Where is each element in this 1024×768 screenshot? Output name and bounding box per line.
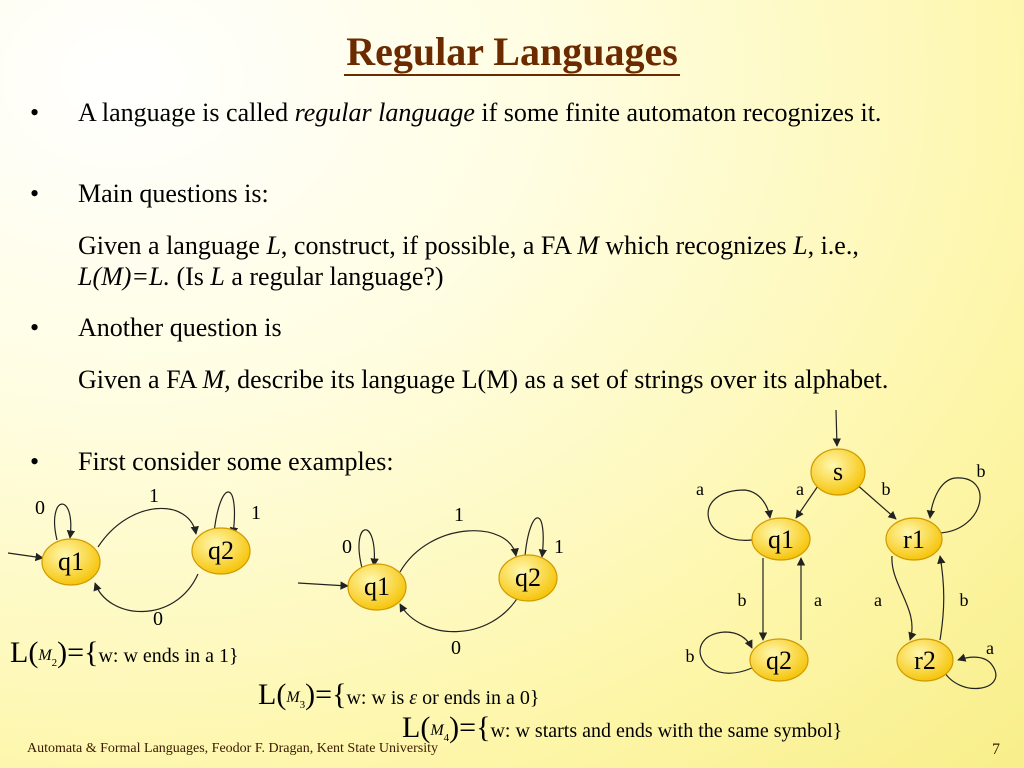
- edge-label: a: [986, 638, 994, 658]
- edge-q1-q2: [98, 508, 196, 547]
- page-number: 7: [992, 741, 1000, 758]
- edge-label: a: [814, 590, 822, 610]
- edge-label: b: [685, 646, 695, 666]
- state-label: q2: [766, 646, 792, 675]
- edge-q1-q2: [400, 531, 516, 572]
- edge-label: 0: [35, 497, 45, 519]
- bullet-marker: •: [30, 313, 40, 342]
- edge-r2-r1: [940, 556, 944, 640]
- edge-label: b: [959, 590, 969, 610]
- state-label: q1: [364, 572, 390, 601]
- state-label: q1: [58, 547, 84, 576]
- edge-r1-r2: [892, 556, 912, 640]
- paragraph-question-1: Given a language L, construct, if possible, a FA M which recognizes L, i.e., L(M)=L. (Is L a regular language?): [78, 231, 859, 291]
- bullet-marker: •: [30, 98, 40, 127]
- language-m3: L(M3)={w: w is ε or ends in a 0}: [258, 678, 540, 711]
- bullet-examples: First consider some examples:: [78, 447, 394, 476]
- state-label: s: [832, 457, 844, 486]
- edge-q2-q1: [400, 594, 520, 632]
- edge-label: 1: [149, 485, 159, 507]
- edge-q2-q1: [95, 574, 198, 612]
- edge-label: 1: [251, 502, 261, 524]
- bullet-main-questions: Main questions is:: [78, 179, 269, 208]
- bullet-another-question: Another question is: [78, 313, 282, 342]
- state-label: r1: [903, 525, 925, 554]
- edge-label: 0: [451, 637, 461, 659]
- bullet-marker: •: [30, 179, 40, 208]
- start-arrow: [8, 553, 43, 558]
- edge-label: a: [696, 479, 704, 499]
- edge-label: 1: [454, 504, 464, 526]
- state-label: q1: [768, 525, 794, 554]
- edge-label: 0: [342, 536, 352, 558]
- paragraph-question-2: Given a FA M, describe its language L(M) as a set of strings over its alphabet.: [78, 365, 889, 394]
- language-m2: L(M2)={w: w ends in a 1}: [10, 636, 239, 669]
- edge-label: 0: [153, 608, 163, 630]
- footer-citation: Automata & Formal Languages, Feodor F. Dragan, Kent State University: [27, 741, 439, 756]
- start-arrow: [836, 410, 837, 446]
- language-m4: L(M4)={w: w starts and ends with the same symbol}: [402, 711, 843, 744]
- loop-q1: [55, 504, 71, 540]
- edge-label: a: [874, 590, 882, 610]
- edge-label: 1: [554, 536, 564, 558]
- automaton-m4: [700, 410, 996, 689]
- edge-label: b: [881, 479, 891, 499]
- bullet-regular-language: A language is called regular language if some finite automaton recognizes it.: [78, 98, 882, 127]
- start-arrow: [298, 583, 348, 586]
- state-label: q2: [208, 536, 234, 565]
- loop-q2: [525, 518, 543, 557]
- edge-label: a: [796, 479, 804, 499]
- state-label: r2: [914, 646, 936, 675]
- loop-r1: [930, 478, 980, 533]
- edge-label: b: [976, 461, 986, 481]
- slide-title: Regular Languages: [346, 29, 678, 74]
- edge-label: b: [737, 590, 747, 610]
- loop-q2: [700, 632, 752, 673]
- loop-q1: [359, 530, 374, 568]
- bullet-marker: •: [30, 447, 40, 476]
- state-label: q2: [515, 563, 541, 592]
